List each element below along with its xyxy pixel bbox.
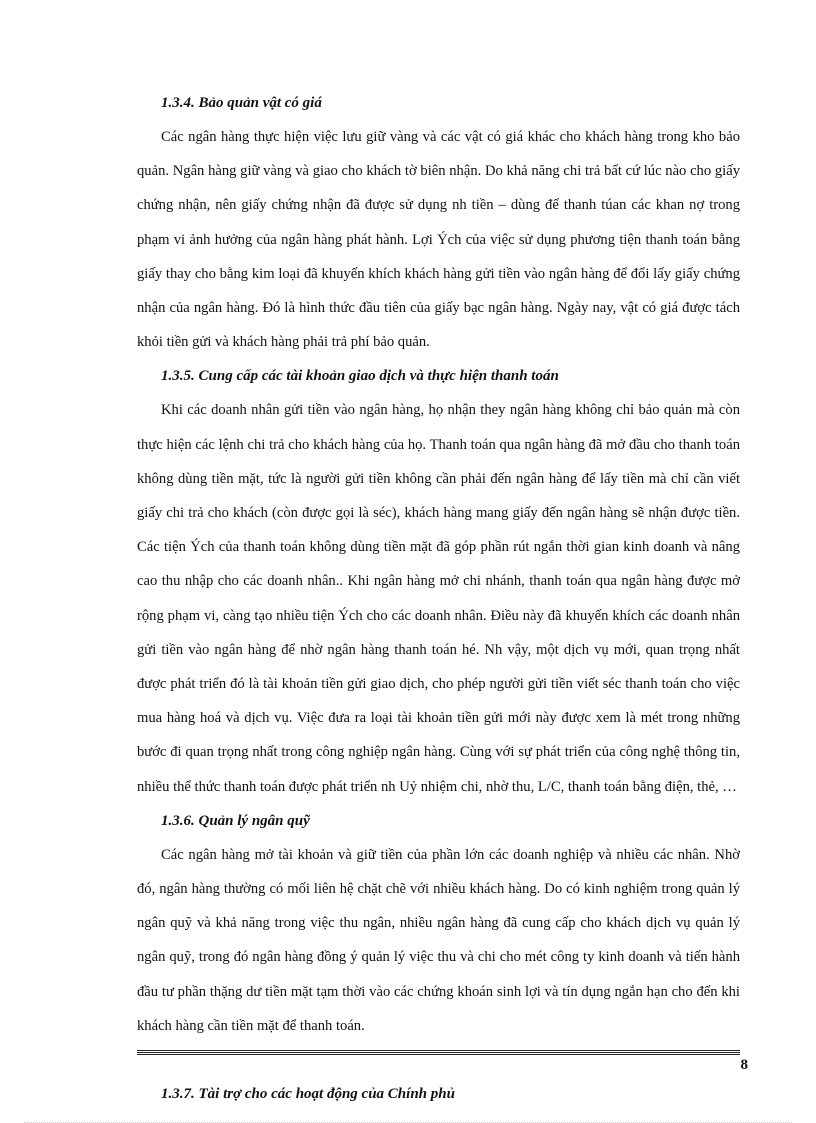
section-heading-1-3-7: 1.3.7. Tài trợ cho các hoạt động của Chính phủ	[161, 1086, 455, 1103]
section-heading-1-3-5: 1.3.5. Cung cấp các tài khoản giao dịch và thực hiện thanh toán	[161, 368, 559, 385]
blank-line	[137, 1043, 740, 1077]
footer-divider	[137, 1050, 740, 1055]
section-heading-1-3-4: 1.3.4. Bảo quản vật có giá	[161, 95, 322, 111]
page-content	[137, 86, 740, 1111]
paragraph-1-3-5: Khi các doanh nhân gửi tiền vào ngân hàng, họ nhận they ngân hàng không chỉ bảo quản mà còn thực hiện các lệnh chi trả cho khách hàng của họ. Thanh toán qua ngân hàng đã mở đầu cho thanh toán không dùng tiền mặt, tức là người gửi tiền không cần phải đến ngân hàng để lấy tiền mà chỉ cần viết giấy chi trả cho khách (còn được gọi là séc), khách hàng mang giấy đến ngân hàng sẽ nhận được tiền. Các tiện Ých của thanh toán không dùng tiền mặt đã góp phần rút ngắn thời gian kinh doanh và nâng cao thu nhập cho các doanh nhân.. Khi ngân hàng mở chi nhánh, thanh toán qua ngân hàng được mở rộng phạm vi, càng tạo nhiều tiện Ých cho các doanh nhân. Điều này đã khuyến khích các doanh nhân gửi tiền vào ngân hàng để nhờ ngân hàng thanh toán hé. Nh vậy, một dịch vụ mới, quan trọng nhất được phát triển đó là tài khoản tiền gửi giao dịch, cho phép người gửi tiền viết séc thanh toán cho việc mua hàng hoá và dịch vụ. Việc đưa ra loại tài khoản tiền gửi mới này được xem là mét trong những bước đi quan trọng nhất trong công nghiệp ngân hàng. Cùng với sự phát triển của công nghệ thông tin, nhiều thể thức thanh toán được phát triển nh Uỷ nhiệm chi, nhờ thu, L/C, thanh toán bằng điện, thẻ, …	[137, 402, 740, 795]
section-heading-1-3-6: 1.3.6. Quản lý ngân quỹ	[161, 812, 310, 829]
paragraph-1-3-6: Các ngân hàng mở tài khoản và giữ tiền của phần lớn các doanh nghiệp và nhiều các nhân. Nhờ đó, ngân hàng thường có mối liên hệ chặt chẽ với nhiều khách hàng. Do có kinh nghiệm trong quản lý ngân quỹ và khả năng trong việc thu ngân, nhiều ngân hàng đã cung cấp cho khách dịch vụ quản lý ngân quỹ, trong đó ngân hàng đồng ý quản lý việc thu và chi cho mét công ty kinh doanh và tiến hành đầu tư phần thặng dư tiền mặt tạm thời vào các chứng khoán sinh lợi và tín dụng ngắn hạn cho đến khi khách hàng cần tiền mặt để thanh toán.	[137, 846, 740, 1034]
paragraph-1-3-4: Các ngân hàng thực hiện việc lưu giữ vàng và các vật có giá khác cho khách hàng trong kho bảo quản. Ngân hàng giữ vàng và giao cho khách tờ biên nhận. Do khả năng chi trả bất cứ lúc nào cho giấy chứng nhận, nên giấy chứng nhận đã được sử dụng nh tiền – dùng để thanh túan các khan nợ trong phạm vi ảnh hưởng của ngân hàng phát hành. Lợi Ých của việc sử dụng phương tiện thanh toán bằng giấy thay cho bằng kim loại đã khuyến khích khách hàng gửi tiền vào ngân hàng để đổi lấy giấy chứng nhận của ngân hàng. Đó là hình thức đầu tiên của giấy bạc ngân hàng. Ngày nay, vật có giá được tách khỏi tiền gửi và khách hàng phải trả phí bảo quản.	[137, 129, 740, 351]
page-number: 8	[740, 1057, 748, 1073]
